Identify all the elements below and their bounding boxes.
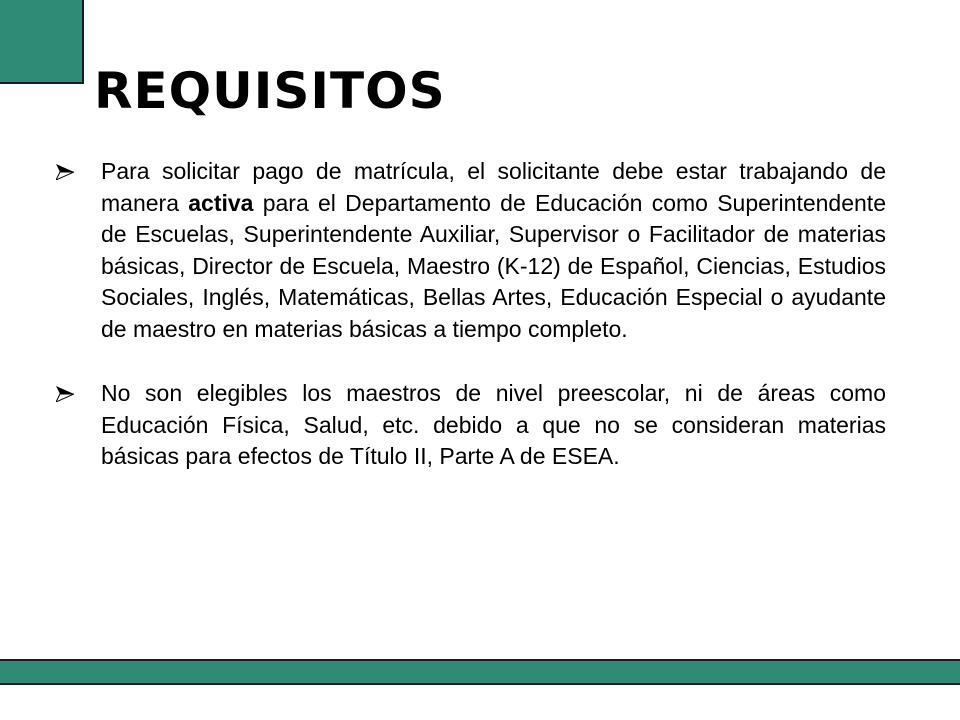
arrow-bullet-icon — [56, 164, 74, 180]
bullet-item-not-eligible — [56, 378, 886, 473]
bullet-list — [56, 156, 886, 473]
bullet-text: No son elegibles los maestros de nivel preescolar, ni de áreas como Educación Física, Salud, etc. debido a que no se consideran materias básicas para efectos de Título II, Parte A de ESEA. — [101, 380, 886, 469]
bullet-item-eligibility — [56, 156, 886, 345]
corner-accent-square — [0, 0, 84, 84]
bullet-text-part: Para solicitar pago de matrícula, el solicitante debe estar trabajando de manera — [101, 158, 886, 216]
footer-accent-bar — [0, 659, 960, 685]
bullet-text-part: para el Departamento de Educación como Superintendente de Escuelas, Superintendente Auxiliar, Supervisor o Facilitador de materias básicas, Director de Escuela, Maestro (K-12) de Español, Ciencias, Estudios Sociales, Inglés, Matemáticas, Bellas Artes, Educación Especial o ayudante de maestro en materias básicas a tiempo completo. — [101, 189, 886, 342]
slide-title: REQUISITOS — [94, 62, 446, 120]
bullet-emphasis-word: activa — [188, 189, 254, 216]
arrow-bullet-icon — [56, 386, 74, 402]
